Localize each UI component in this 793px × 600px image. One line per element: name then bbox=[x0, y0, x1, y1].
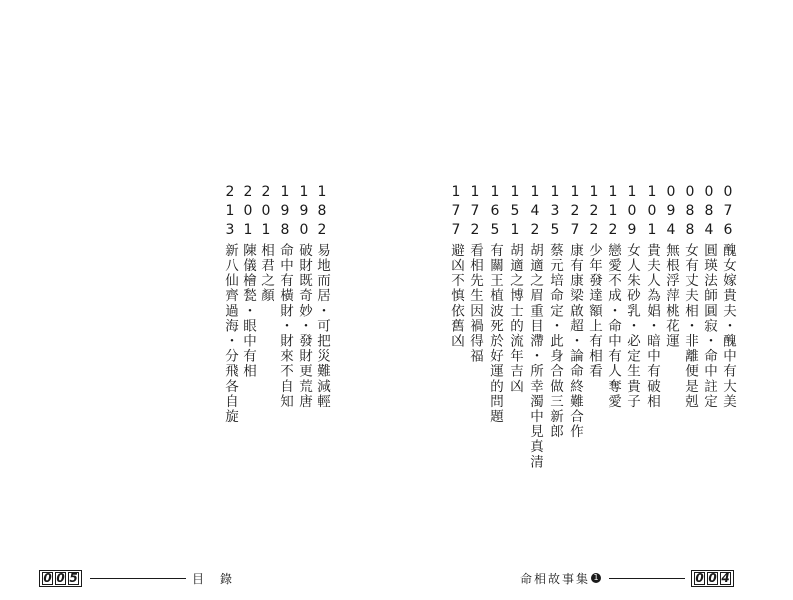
entry-title: 避凶不慎依舊凶 bbox=[448, 243, 464, 349]
entry-title: 看相先生因禍得福 bbox=[467, 243, 483, 364]
entry-page-number: 0 8 8 bbox=[685, 184, 695, 238]
entry-title: 女有丈夫相・非離便是剋 bbox=[682, 243, 698, 410]
toc-entry bbox=[526, 183, 544, 470]
toc-entry bbox=[604, 183, 622, 409]
toc-entry bbox=[566, 183, 584, 439]
entry-title: 戀愛不成・命中有人奪愛 bbox=[605, 243, 621, 410]
entry-title: 新八仙齊過海・分飛各自旋 bbox=[222, 243, 238, 425]
entry-page-number: 1 9 8 bbox=[280, 184, 290, 238]
entry-title: 破財既奇妙・發財更荒唐 bbox=[296, 243, 312, 410]
toc-entry bbox=[643, 183, 661, 409]
right-page-footer bbox=[520, 568, 734, 588]
toc-entry bbox=[700, 183, 718, 409]
toc-entry bbox=[466, 183, 484, 364]
entry-page-number: 1 2 2 bbox=[589, 184, 599, 238]
section-title: 目 錄 bbox=[192, 571, 235, 586]
entry-page-number: 1 7 7 bbox=[451, 184, 461, 238]
entry-title: 蔡元培命定・此身合做三新郎 bbox=[547, 243, 563, 440]
toc-entry bbox=[681, 183, 699, 409]
toc-entry bbox=[506, 183, 524, 394]
entry-title: 命中有橫財・財來不自知 bbox=[277, 243, 293, 410]
entry-title: 有關王植波死於好運的問題 bbox=[487, 243, 503, 425]
toc-entry bbox=[585, 183, 603, 379]
toc-entry bbox=[239, 183, 257, 379]
entry-page-number: 1 8 2 bbox=[317, 184, 327, 238]
toc-entry bbox=[295, 183, 313, 409]
toc-entry bbox=[221, 183, 239, 424]
book-title: 命相故事集 bbox=[520, 571, 591, 586]
entry-page-number: 1 0 1 bbox=[647, 184, 657, 238]
entry-title: 貴夫人為娼・暗中有破相 bbox=[644, 243, 660, 410]
entry-page-number: 1 4 2 bbox=[530, 184, 540, 238]
page-number-box: 0 0 5 bbox=[39, 570, 82, 587]
entry-page-number: 1 6 5 bbox=[490, 184, 500, 238]
entry-page-number: 2 0 1 bbox=[243, 184, 253, 238]
entry-title: 醜女嫁貴夫・醜中有大美 bbox=[720, 243, 736, 410]
entry-title: 胡適之眉重目滯・所幸濁中見真清 bbox=[527, 243, 543, 470]
entry-page-number: 1 0 9 bbox=[627, 184, 637, 238]
toc-entry bbox=[447, 183, 465, 349]
toc-entry bbox=[486, 183, 504, 424]
page-number-box: 0 0 4 bbox=[691, 570, 734, 587]
entry-page-number: 2 1 3 bbox=[225, 184, 235, 238]
entry-page-number: 1 5 1 bbox=[510, 184, 520, 238]
toc-entry bbox=[662, 183, 680, 349]
entry-page-number: 1 7 2 bbox=[470, 184, 480, 238]
toc-entry bbox=[623, 183, 641, 409]
entry-page-number: 0 8 4 bbox=[704, 184, 714, 238]
entry-page-number: 0 7 6 bbox=[723, 184, 733, 238]
toc-entry bbox=[276, 183, 294, 409]
entry-page-number: 2 0 1 bbox=[261, 184, 271, 238]
toc-entry bbox=[719, 183, 737, 409]
entry-title: 康有康梁啟超・論命終難合作 bbox=[567, 243, 583, 440]
left-page-footer bbox=[39, 568, 234, 588]
entry-title: 女人朱砂乳・必定生貴子 bbox=[624, 243, 640, 410]
entry-title: 胡適之博士的流年吉凶 bbox=[507, 243, 523, 394]
toc-entry bbox=[313, 183, 331, 409]
entry-title: 少年發達額上有相看 bbox=[586, 243, 602, 379]
footer-rule bbox=[609, 578, 685, 579]
entry-title: 陳儀檜甃・眼中有相 bbox=[240, 243, 256, 379]
entry-title: 圓瑛法師圓寂・命中註定 bbox=[701, 243, 717, 410]
entry-title: 易地而居・可把災難減輕 bbox=[314, 243, 330, 410]
volume-badge: 1 bbox=[591, 573, 601, 583]
entry-page-number: 0 9 4 bbox=[666, 184, 676, 238]
entry-title: 無根浮萍桃花運 bbox=[663, 243, 679, 349]
entry-page-number: 1 2 7 bbox=[570, 184, 580, 238]
footer-rule bbox=[90, 578, 186, 579]
entry-title: 相君之顏 bbox=[258, 243, 274, 304]
toc-entry bbox=[546, 183, 564, 439]
entry-page-number: 1 9 0 bbox=[299, 184, 309, 238]
entry-page-number: 1 3 5 bbox=[550, 184, 560, 238]
entry-page-number: 1 1 2 bbox=[608, 184, 618, 238]
toc-entry bbox=[257, 183, 275, 303]
